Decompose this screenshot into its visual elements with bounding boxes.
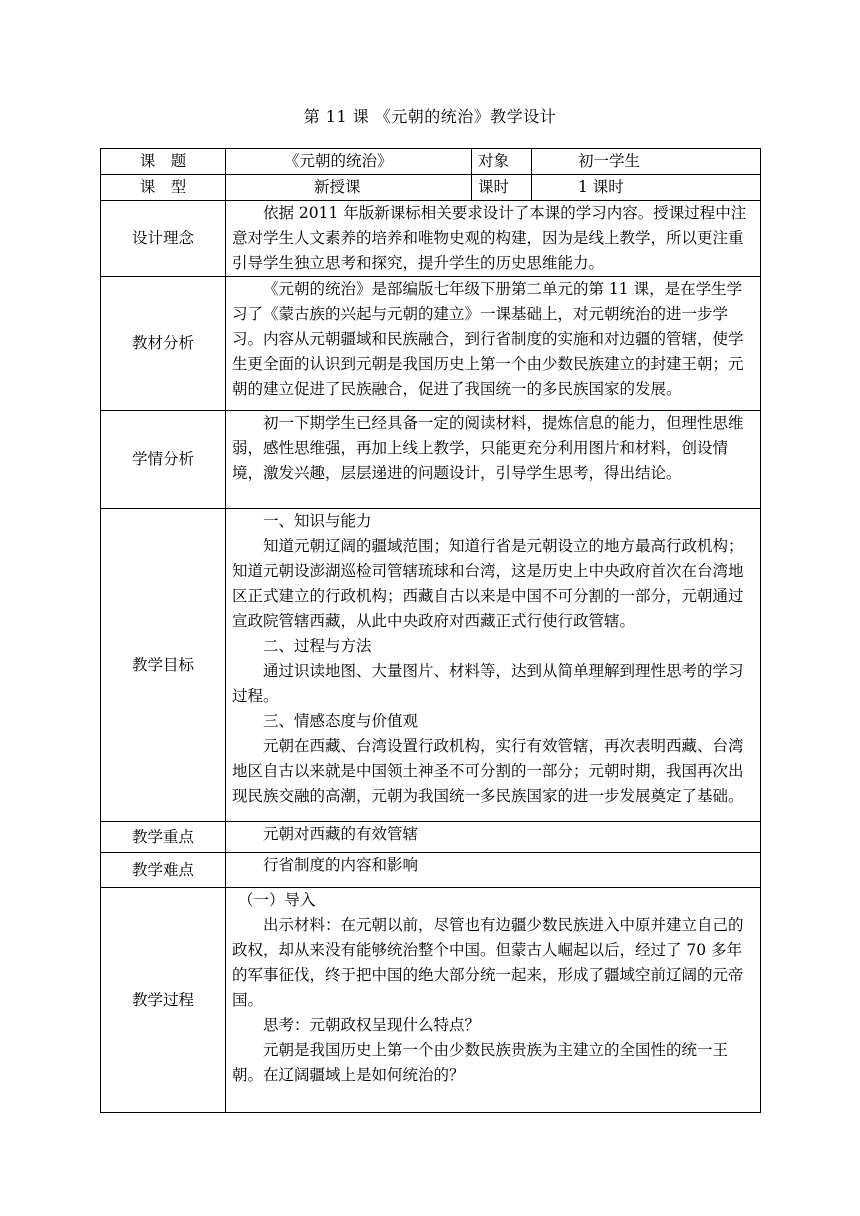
value-topic: 《元朝的统治》 [226,149,472,175]
label-difficulty: 教学难点 [101,853,226,888]
label-goals: 教学目标 [101,509,226,822]
label-design: 设计理念 [101,201,226,277]
row-process [101,888,761,1113]
goals-heading-2: 二、过程与方法 [263,637,372,655]
students-text: 初一下期学生已经具备一定的阅读材料，提炼信息的能力，但理性思维弱，感性思维强，再加上线上教学，只能更充分利用图片和材料，创设情境，激发兴趣，层层递进的问题设计，引导学生思考，得出结论。 [232,414,744,482]
row-key [101,822,761,853]
row-material [101,277,761,411]
value-type: 新授课 [226,175,472,201]
lesson-plan-table [100,148,761,1113]
row-design [101,201,761,277]
students-cell [226,411,761,509]
goals-text-1: 知道元朝辽阔的疆域范围；知道行省是元朝设立的地方最高行政机构；知道元朝设澎湖巡检司管辖琉球和台湾，这是历史上中央政府首次在台湾地区正式建立的行政机构；西藏自古以来是中国不可分割的一部分，元朝通过宣政院管辖西藏，从此中央政府对西藏正式行使行政管辖。 [232,537,744,630]
material-cell [226,277,761,411]
row-difficulty [101,853,761,888]
design-text: 依据 2011 年版新课标相关要求设计了本课的学习内容。授课过程中注意对学生人文素养的培养和唯物史观的构建，因为是线上教学，所以更注重引导学生独立思考和探究，提升学生的历史思维能力。 [232,204,747,272]
document-title: 第 11 课 《元朝的统治》教学设计 [303,107,557,126]
goals-text-2: 通过识读地图、大量图片、材料等，达到从简单理解到理性思考的学习过程。 [232,662,744,705]
label-type: 课 型 [101,175,226,201]
design-cell [226,201,761,277]
goals-heading-3: 三、情感态度与价值观 [263,712,419,730]
row-topic [101,149,761,175]
goals-text-3: 元朝在西藏、台湾设置行政机构，实行有效管辖，再次表明西藏、台湾地区自古以来就是中国领土神圣不可分割的一部分；元朝时期，我国再次出现民族交融的高潮，元朝为我国统一多民族国家的进一步发展奠定了基础。 [232,737,744,805]
goals-heading-1: 一、知识与能力 [263,512,372,530]
label-topic: 课 题 [101,149,226,175]
row-type [101,175,761,201]
material-text: 《元朝的统治》是部编版七年级下册第二单元的第 11 课，是在学生学习了《蒙古族的兴起与元朝的建立》一课基础上，对元朝统治的进一步学习。内容从元朝疆域和民族融合，到行省制度的实施和对边疆的管辖，使学生更全面的认识到元朝是我国历史上第一个由少数民族建立的封建王朝；元朝的建立促进了民族融合，促进了我国统一的多民族国家的发展。 [232,280,744,398]
value-hours: 1 课时 [532,175,761,201]
process-text-3: 元朝是我国历史上第一个由少数民族贵族为主建立的全国性的统一王朝。在辽阔疆域上是如何统治的？ [232,1041,729,1084]
row-goals [101,509,761,822]
process-cell [226,888,761,1113]
label-audience: 对象 [472,149,532,175]
label-hours: 课时 [472,175,532,201]
key-cell [226,822,761,853]
label-process: 教学过程 [101,888,226,1113]
process-heading-1: （一）导入 [238,891,316,909]
difficulty-text: 行省制度的内容和影响 [263,856,419,874]
key-text: 元朝对西藏的有效管辖 [263,825,419,843]
difficulty-cell [226,853,761,888]
process-text-2: 思考：元朝政权呈现什么特点？ [263,1016,481,1034]
label-material: 教材分析 [101,277,226,411]
row-students [101,411,761,509]
label-students: 学情分析 [101,411,226,509]
process-text-1: 出示材料：在元朝以前，尽管也有边疆少数民族进入中原并建立自己的政权，却从来没有能够统治整个中国。但蒙古人崛起以后，经过了 70 多年的军事征伐，终于把中国的绝大部分统一起来，形成了疆域空前辽阔的元帝国。 [232,916,744,1009]
goals-cell [226,509,761,822]
value-audience: 初一学生 [532,149,761,175]
label-key: 教学重点 [101,822,226,853]
